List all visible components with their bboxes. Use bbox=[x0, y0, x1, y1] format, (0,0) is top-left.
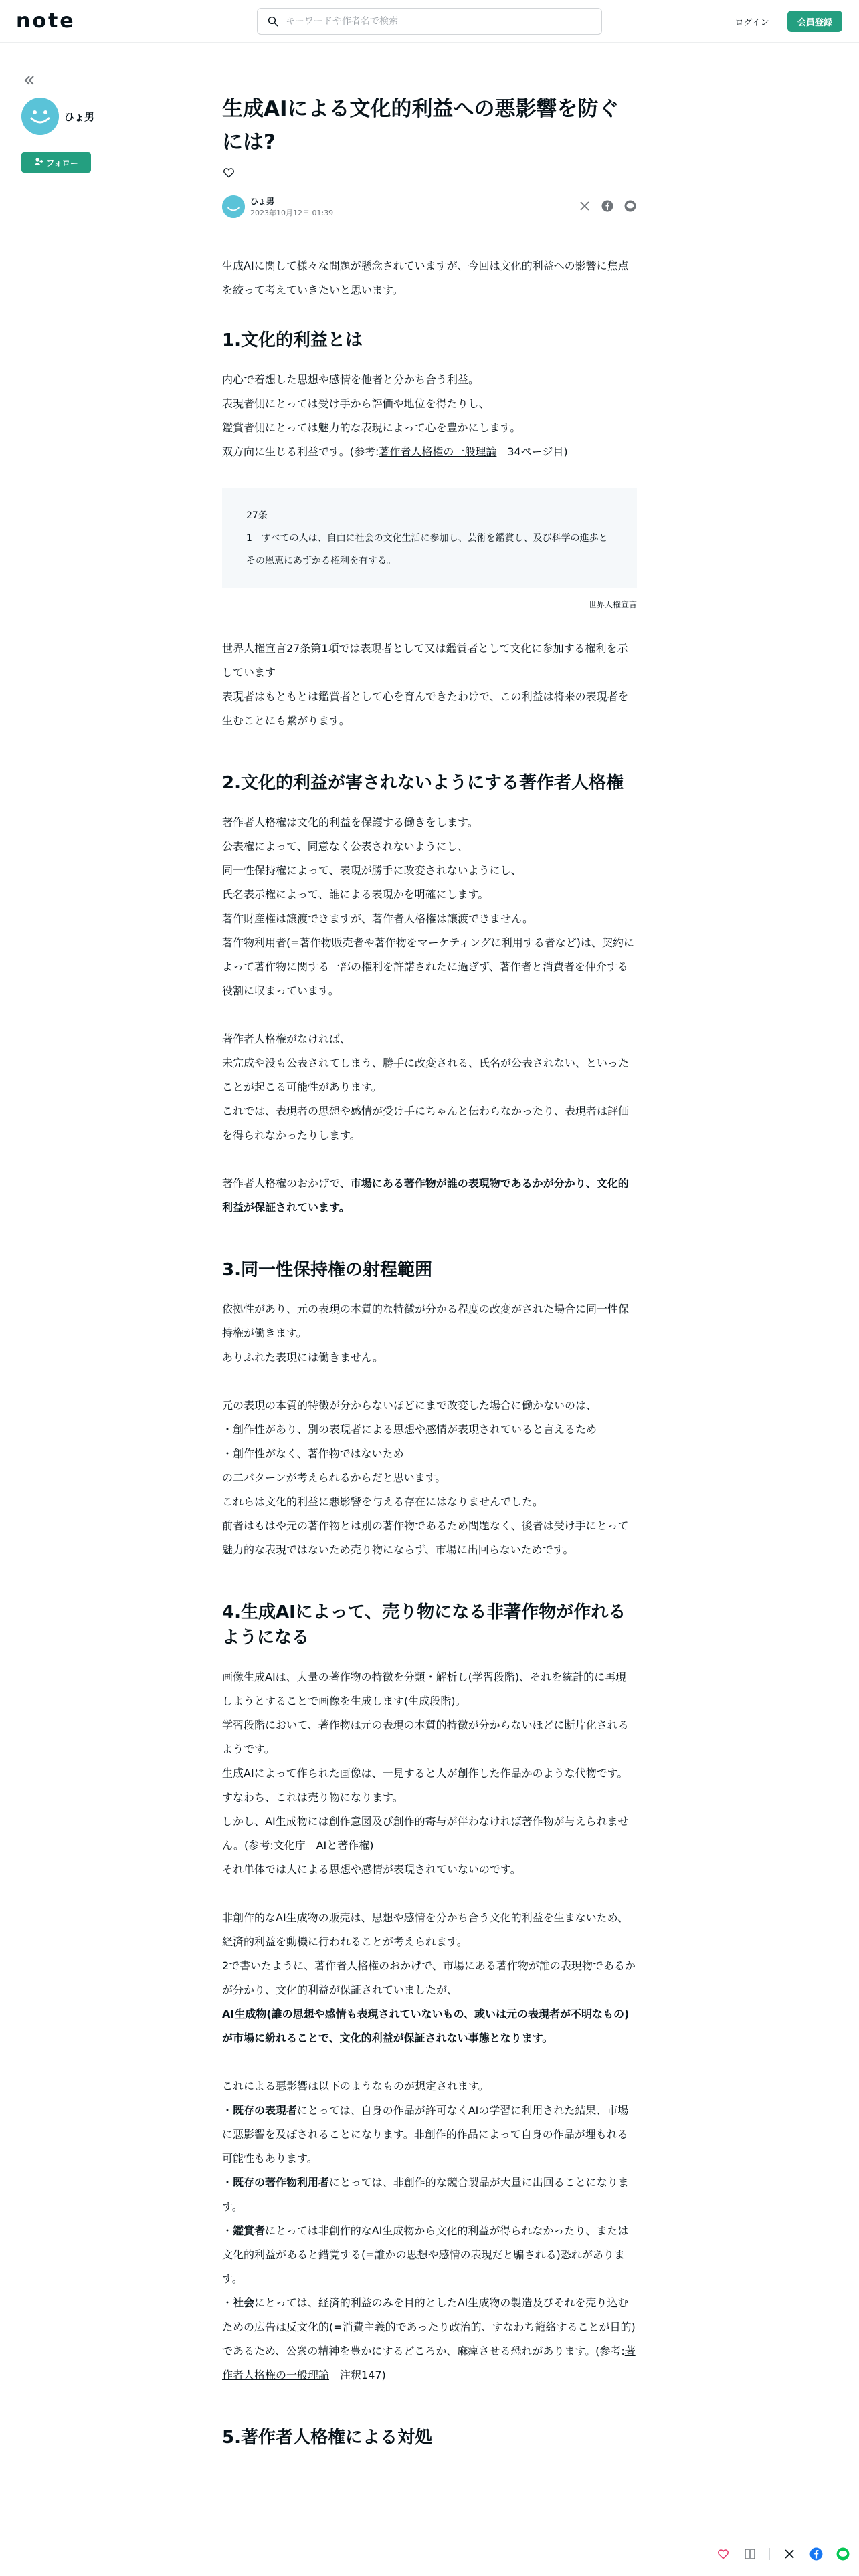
reference-link[interactable]: 文化庁 AIと著作権 bbox=[273, 1839, 370, 1852]
s3-line: の二パターンが考えられるからだと思います。 bbox=[222, 1471, 446, 1484]
line-icon[interactable] bbox=[836, 2547, 850, 2561]
s2-line: 著作財産権は譲渡できますが、著作者人格権は譲渡できません。 bbox=[222, 912, 533, 925]
magazine-icon[interactable] bbox=[743, 2547, 757, 2561]
search-icon bbox=[267, 15, 279, 27]
follow-label: フォロー bbox=[46, 158, 78, 168]
s2-line: 未完成や没も公表されてしまう、勝手に改変される、氏名が公表されない、といったことが起こる可能性があります。 bbox=[222, 1057, 630, 1093]
s4-line: 生成AIによって作られた画像は、一見すると人が創作した作品かのような代物です。 bbox=[222, 1767, 628, 1780]
x-icon[interactable] bbox=[578, 199, 591, 213]
share-buttons bbox=[578, 199, 637, 213]
s4-line: これによる悪影響は以下のようなものが想定されます。 bbox=[222, 2080, 489, 2092]
quote-title: 27条 bbox=[246, 510, 268, 521]
s2-line: 公表権によって、同意なく公表されないようにし、 bbox=[222, 840, 468, 853]
s2-line: 著作物利用者(=著作物販売者や著作物をマーケティングに利用する者など)は、契約によって著作物に関する一部の権利を許諾されたに過ぎず、著作者と消費者を仲介する役割に収まっています。 bbox=[222, 936, 634, 997]
s4-line: 学習段階において、著作物は元の表現の本質的特徴が分からないほどに断片化されるようです。 bbox=[222, 1719, 629, 1755]
floating-action-bar bbox=[716, 2547, 850, 2561]
impact-item: ・既存の表現者にとっては、自身の作品が許可なくAIの学習に利用された結果、市場に悪影響を及ぼされることになります。非創作的作品によって自身の作品が埋もれる可能性もあります。 bbox=[222, 2104, 629, 2165]
reference-link[interactable]: 著作者人格権の一般理論 bbox=[379, 445, 497, 458]
s3-line: ・創作性があり、別の表現者による思想や感情が表現されていると言えるため bbox=[222, 1423, 597, 1436]
meta-author-name[interactable]: ひょ男 bbox=[250, 197, 275, 206]
intro-paragraph: 生成AIに関して様々な問題が懸念されていますが、今回は文化的利益への影響に焦点を絞って考えていきたいと思います。 bbox=[222, 259, 629, 296]
s1-line: 鑑賞者側にとっては魅力的な表現によって心を豊かにします。 bbox=[222, 421, 521, 434]
x-icon[interactable] bbox=[782, 2547, 797, 2561]
facebook-icon[interactable] bbox=[809, 2547, 824, 2561]
facebook-icon[interactable] bbox=[601, 199, 614, 213]
s1-line: 表現者はもともとは鑑賞者として心を育んできたわけで、この利益は将来の表現者を生むことにも繋がります。 bbox=[222, 690, 629, 727]
s1-line: 世界人権宣言27条第1項では表現者として又は鑑賞者として文化に参加する権利を示しています bbox=[222, 642, 628, 679]
publish-date: 2023年10月12日 01:39 bbox=[250, 209, 334, 217]
heading-s2: 2.文化的利益が害されないようにする著作者人格権 bbox=[222, 773, 624, 793]
reference-link[interactable]: 著作者人格権の一般理論 bbox=[222, 2345, 636, 2381]
s2-line: 著作者人格権は文化的利益を保護する働きをします。 bbox=[222, 816, 478, 829]
s4-line: 画像生成AIは、大量の著作物の特徴を分類・解析し(学習段階)、それを統計的に再現しようとすることで画像を生成します(生成段階)。 bbox=[222, 1671, 627, 1707]
article-meta bbox=[222, 191, 637, 225]
s4-bold-line: AI生成物(誰の思想や感情も表現されていないもの、或いは元の表現者が不明なもの)が市場に紛れることで、文化的利益が保証されない事態となります。 bbox=[222, 2008, 630, 2044]
s3-line: 前者はもはや元の著作物とは別の著作物であるため問題なく、後者は受け手にとって魅力的な表現ではないため売り物にならず、市場に出回らないためです。 bbox=[222, 1519, 629, 1556]
s2-line: 氏名表示権によって、誰による表現かを明確にします。 bbox=[222, 888, 489, 901]
quote-citation: 世界人権宣言 bbox=[588, 600, 637, 609]
s4-line: 非創作的なAI生成物の販売は、思想や感情を分かち合う文化的利益を生まないため、経済的利益を動機に行われることが考えられます。 bbox=[222, 1911, 629, 1948]
article-title: 生成AIによる文化的利益への悪影響を防ぐには? bbox=[222, 97, 619, 154]
s1-line: 双方向に生じる利益です。(参考:著作者人格権の一般理論 34ページ目) bbox=[222, 445, 568, 458]
impact-item: ・鑑賞者にとっては非創作的なAI生成物から文化的利益が得られなかったり、または文化的利益があると錯覚する(=誰かの思想や感情の表現だと騙される)恐れがあります。 bbox=[222, 2224, 629, 2285]
author-avatar-small[interactable] bbox=[222, 195, 245, 218]
signup-button[interactable]: 会員登録 bbox=[787, 11, 842, 32]
line-icon[interactable] bbox=[624, 199, 637, 213]
s1-line: 内心で着想した思想や感情を他者と分かち合う利益。 bbox=[222, 373, 480, 386]
add-user-icon bbox=[34, 158, 43, 168]
heart-icon[interactable] bbox=[222, 166, 235, 179]
blockquote bbox=[222, 488, 637, 588]
s3-line: ・創作性がなく、著作物ではないため bbox=[222, 1447, 404, 1460]
s3-line: 依拠性があり、元の表現の本質的な特徴が分かる程度の改変がされた場合に同一性保持権が働きます。 bbox=[222, 1303, 630, 1339]
heading-s1: 1.文化的利益とは bbox=[222, 330, 363, 350]
search-box[interactable] bbox=[257, 8, 602, 35]
s3-line: ありふれた表現には働きません。 bbox=[222, 1351, 383, 1364]
heart-icon[interactable] bbox=[716, 2547, 731, 2561]
note-logo[interactable]: note bbox=[16, 9, 76, 33]
s4-line: 2で書いたように、著作者人格権のおかげで、市場にある著作物が誰の表現物であるかが分かり、文化的利益が保証されていましたが、 bbox=[222, 1959, 636, 1996]
s2-line: これでは、表現者の思想や感情が受け手にちゃんと伝わらなかったり、表現者は評価を得られなかったりします。 bbox=[222, 1105, 630, 1142]
double-chevron-left-icon[interactable] bbox=[21, 72, 37, 88]
follow-button[interactable] bbox=[21, 152, 91, 173]
heading-s5: 5.著作者人格権による対処 bbox=[222, 2428, 432, 2448]
heading-s3: 3.同一性保持権の射程範囲 bbox=[222, 1260, 432, 1280]
article-body bbox=[222, 254, 637, 2450]
article bbox=[222, 92, 637, 2465]
quote-text: 1 すべての人は、自由に社会の文化生活に参加し、芸術を鑑賞し、及び科学の進歩とその恩恵にあずかる権利を有する。 bbox=[246, 533, 608, 566]
s4-line: それ単体では人による思想や感情が表現されていないのです。 bbox=[222, 1863, 521, 1876]
s3-line: 元の表現の本質的特徴が分からないほどにまで改変した場合に働かないのは、 bbox=[222, 1399, 597, 1412]
s1-line: 表現者側にとっては受け手から評価や地位を得たりし、 bbox=[222, 397, 490, 410]
s2-line: 同一性保持権によって、表現が勝手に改変されないようにし、 bbox=[222, 864, 522, 877]
s4-line: しかし、AI生成物には創作意図及び創作的寄与が伴わなければ著作物が与えられません。(参考:文化庁 AIと著作権) bbox=[222, 1815, 629, 1852]
login-button[interactable]: ログイン bbox=[735, 17, 769, 28]
search-input[interactable] bbox=[286, 16, 580, 27]
heading-s4: 4.生成AIによって、売り物になる非著作物が作れるようになる bbox=[222, 1602, 626, 1648]
s2-line: 著作者人格権がなければ、 bbox=[222, 1033, 351, 1045]
site-header bbox=[0, 0, 859, 43]
author-avatar[interactable] bbox=[21, 98, 59, 135]
s4-line: すなわち、これは売り物になります。 bbox=[222, 1791, 403, 1804]
s3-line: これらは文化的利益に悪影響を与える存在にはなりませんでした。 bbox=[222, 1495, 544, 1508]
impact-item: ・社会にとっては、経済的利益のみを目的としたAI生成物の製造及びそれを売り込むための広告は反文化的(=消費主義的であったり政治的、すなわち籠絡することが目的)であるため、公衆の精神を豊かにするどころか、麻痺させる恐れがあります。(参考:著作者人格権の一般理論 注釈147) bbox=[222, 2296, 636, 2381]
impact-item: ・既存の著作物利用者にとっては、非創作的な競合製品が大量に出回ることになります。 bbox=[222, 2176, 629, 2213]
s2-conclusion: 著作者人格権のおかげで、市場にある著作物が誰の表現物であるかが分かり、文化的利益が保証されています。 bbox=[222, 1177, 629, 1214]
author-name[interactable]: ひょ男 bbox=[64, 111, 95, 123]
